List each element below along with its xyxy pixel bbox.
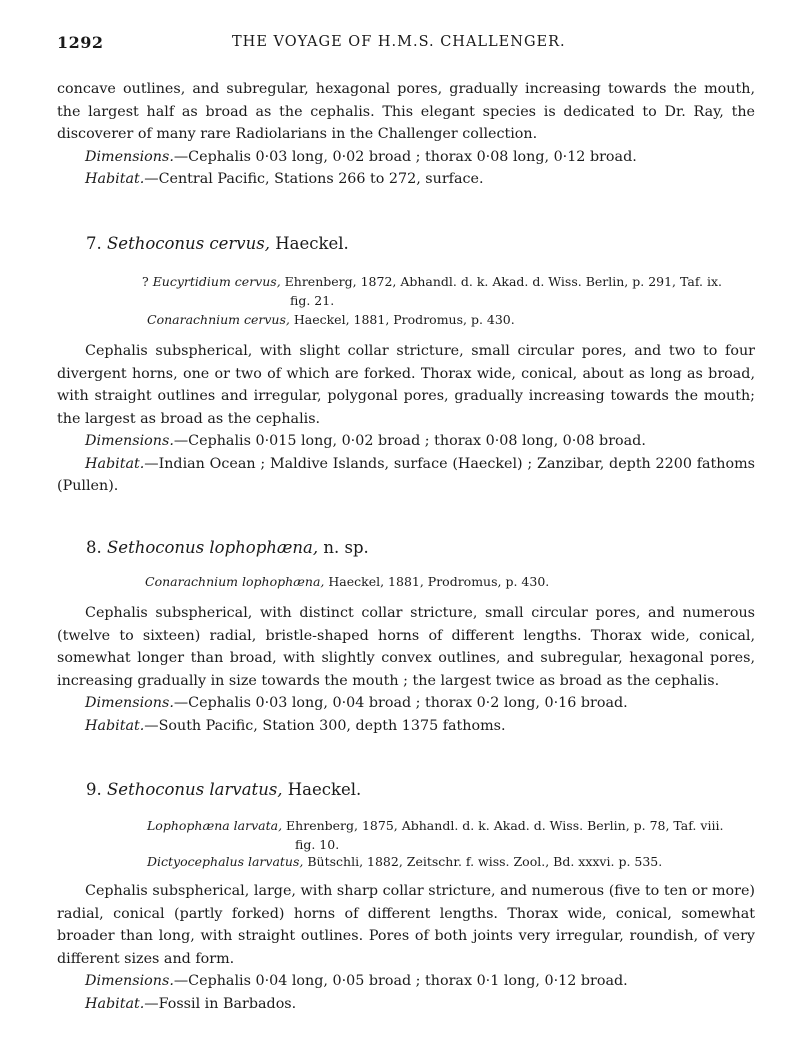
habitat-text: —Central Pacific, Stations 266 to 272, surface. — [144, 171, 484, 187]
species-description: Cephalis subspherical, with distinct collar stricture, small circular pores, and numerous (twelve to sixteen) radial, bristle-shaped horns of different lengths. Thorax wide, conical, somewhat longer than broad, with slightly convex outlines, and subregular, hexagonal pores, increasing gradually in size towards the mouth ; the largest twice as broad as the cephalis. — [57, 605, 755, 689]
synonym-text: Haeckel, 1881, Prodromus, p. 430. — [324, 574, 550, 589]
species-description: Cephalis subspherical, large, with sharp collar stricture, and numerous (five to ten or more) radial, conical (partly forked) horns of different lengths. Thorax wide, conical, somewhat broader than long, with straight outlines. Pores of both joints very irregular, roundish, of very different sizes and form. — [57, 883, 755, 967]
synonym-name: Lophophæna larvata, — [147, 818, 283, 833]
page-number: 1292 — [57, 33, 104, 52]
habitat-label: Habitat. — [85, 455, 145, 472]
running-title: THE VOYAGE OF H.M.S. CHALLENGER. — [232, 34, 566, 50]
intro-block — [57, 78, 755, 191]
species-7-body — [57, 340, 755, 498]
dimensions-text: —Cephalis 0·03 long, 0·04 broad ; thorax 0·2 long, 0·16 broad. — [173, 695, 628, 711]
species-8-title — [86, 538, 369, 557]
dimensions-text: —Cephalis 0·015 long, 0·02 broad ; thorax 0·08 long, 0·08 broad. — [173, 433, 646, 449]
synonym-prefix: ? — [142, 274, 153, 289]
species-description: Cephalis subspherical, with slight collar stricture, small circular pores, and two to four divergent horns, one or two of which are forked. Thorax wide, conical, about as long as broad, with straight outlines and irregular, polygonal pores, gradually increasing towards the mouth; the largest as broad as the cephalis. — [57, 343, 755, 427]
species-dimensions — [57, 970, 755, 993]
intro-habitat — [57, 168, 755, 191]
synonym-continuation: fig. 10. — [295, 837, 340, 852]
synonym-continuation: fig. 21. — [290, 293, 335, 308]
synonym-name: Eucyrtidium cervus, — [152, 274, 281, 289]
habitat-label: Habitat. — [85, 171, 145, 187]
species-number: 8. — [86, 538, 102, 557]
species-dimensions — [57, 692, 755, 715]
dimensions-label: Dimensions. — [85, 148, 174, 165]
page-header — [57, 33, 755, 55]
species-9-synonym-1 — [147, 816, 755, 854]
species-name: Sethoconus larvatus, — [107, 780, 283, 799]
synonym-text: Bütschli, 1882, Zeitschr. f. wiss. Zool., Bd. xxxvi. p. 535. — [303, 854, 663, 869]
dimensions-label: Dimensions. — [85, 695, 174, 711]
species-author: n. sp. — [323, 538, 369, 557]
species-habitat — [57, 993, 755, 1016]
species-number: 7. — [86, 234, 102, 253]
species-number: 9. — [86, 780, 102, 799]
dimensions-text: —Cephalis 0·03 long, 0·02 broad ; thorax 0·08 long, 0·12 broad. — [173, 148, 637, 165]
species-9-synonym-2 — [147, 852, 755, 871]
species-author: Haeckel. — [287, 780, 362, 799]
synonym-name: Conarachnium cervus, — [147, 312, 290, 327]
species-7-title — [86, 234, 349, 253]
species-7-synonym-2 — [147, 310, 755, 329]
habitat-text: —Fossil in Barbados. — [144, 995, 297, 1012]
species-8-synonym-1 — [145, 572, 755, 591]
habitat-text: —South Pacific, Station 300, depth 1375 fathoms. — [144, 717, 506, 734]
species-habitat — [57, 715, 755, 738]
synonym-text: Ehrenberg, 1872, Abhandl. d. k. Akad. d. Wiss. Berlin, p. 291, Taf. ix. — [280, 274, 722, 289]
synonym-name: Conarachnium lophophæna, — [145, 574, 325, 589]
species-dimensions — [57, 430, 755, 453]
species-7-synonym-1 — [142, 272, 755, 310]
synonym-name: Dictyocephalus larvatus, — [147, 854, 304, 869]
intro-dimensions — [57, 146, 755, 169]
habitat-text: —Indian Ocean ; Maldive Islands, surface (Haeckel) ; Zanzibar, depth 2200 fathoms (Pullen). — [57, 455, 755, 494]
dimensions-label: Dimensions. — [85, 433, 174, 449]
dimensions-label: Dimensions. — [85, 973, 174, 989]
species-author: Haeckel. — [275, 234, 349, 253]
species-9-title — [86, 780, 361, 799]
species-habitat — [57, 453, 755, 498]
species-name: Sethoconus lophophæna, — [107, 538, 319, 557]
dimensions-text: —Cephalis 0·04 long, 0·05 broad ; thorax 0·1 long, 0·12 broad. — [173, 973, 628, 989]
species-8-body — [57, 602, 755, 737]
habitat-label: Habitat. — [85, 717, 145, 734]
habitat-label: Habitat. — [85, 995, 145, 1012]
species-9-body — [57, 880, 755, 1015]
synonym-text: Haeckel, 1881, Prodromus, p. 430. — [289, 312, 515, 327]
synonym-text: Ehrenberg, 1875, Abhandl. d. k. Akad. d. Wiss. Berlin, p. 78, Taf. viii. — [282, 818, 724, 833]
intro-paragraph: concave outlines, and subregular, hexagonal pores, gradually increasing towards the mouth, the largest half as broad as the cephalis. This elegant species is dedicated to Dr. Ray, the discoverer of many rare Radiolarians in the Challenger collection. — [57, 81, 755, 142]
species-name: Sethoconus cervus, — [107, 234, 270, 253]
